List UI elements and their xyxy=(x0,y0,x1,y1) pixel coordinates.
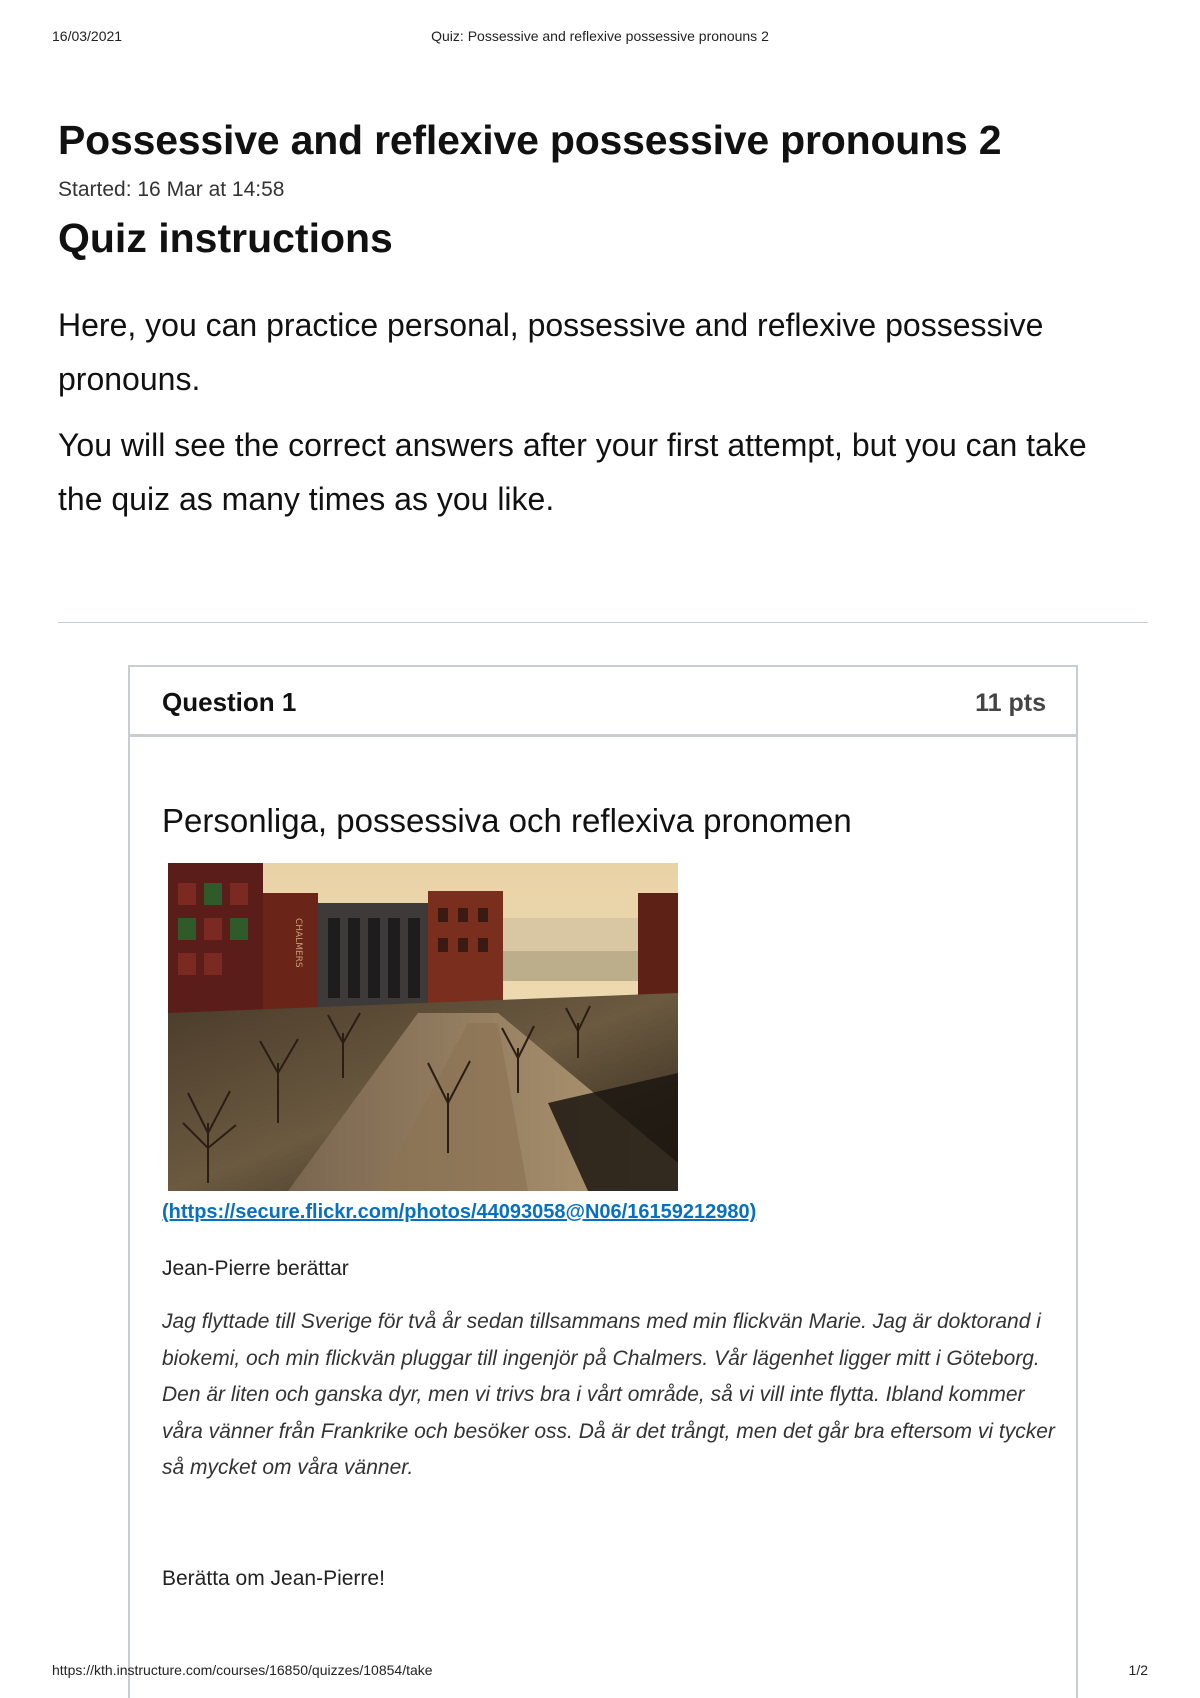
question-heading: Personliga, possessiva och reflexiva pronomen xyxy=(162,802,852,839)
print-header xyxy=(52,28,1148,48)
question-prompt: Berätta om Jean-Pierre! xyxy=(162,1566,385,1590)
quiz-title: Possessive and reflexive possessive pronouns 2 xyxy=(58,117,1002,163)
print-footer xyxy=(52,1662,1148,1682)
section-divider xyxy=(58,622,1148,623)
quiz-intro xyxy=(58,112,1148,526)
print-date: 16/03/2021 xyxy=(52,28,123,44)
question-card xyxy=(128,665,1078,1698)
page-number: 1/2 xyxy=(1128,1662,1148,1678)
question-header xyxy=(130,667,1076,737)
instructions-paragraph: Here, you can practice personal, possessive and reflexive possessive pronouns. xyxy=(58,307,1044,397)
story-text: Jag flyttade till Sverige för två år sedan tillsammans med min flickvän Marie. Jag är doktorand i biokemi, och min flickvän pluggar till ingenjör på Chalmers. Vår lägenhet ligger mitt i Göteborg. Den är liten och ganska dyr, men vi trivs bra i vårt område, så vi vill inte flytta. Ibland kommer våra vänner från Frankrike och besöker oss. Då är det trångt, men det går bra eftersom vi tycker så mycket om våra vänner. xyxy=(162,1310,1055,1479)
question-body xyxy=(130,799,1076,1591)
narrator-label: Jean-Pierre berättar xyxy=(162,1257,349,1280)
print-title: Quiz: Possessive and reflexive possessive pronouns 2 xyxy=(431,28,769,44)
question-name: Question 1 xyxy=(162,687,297,717)
sign-text: CHALMERS xyxy=(293,918,303,968)
image-source-link[interactable]: (https://secure.flickr.com/photos/44093058@N06/16159212980) xyxy=(162,1201,757,1223)
instructions-heading: Quiz instructions xyxy=(58,215,393,261)
campus-photo xyxy=(168,863,678,1191)
started-timestamp: Started: 16 Mar at 14:58 xyxy=(58,178,285,201)
print-url: https://kth.instructure.com/courses/16850/quizzes/10854/take xyxy=(52,1662,433,1678)
instructions-paragraph: You will see the correct answers after your first attempt, but you can take the quiz as many times as you like. xyxy=(58,427,1087,517)
question-points: 11 pts xyxy=(975,689,1046,717)
